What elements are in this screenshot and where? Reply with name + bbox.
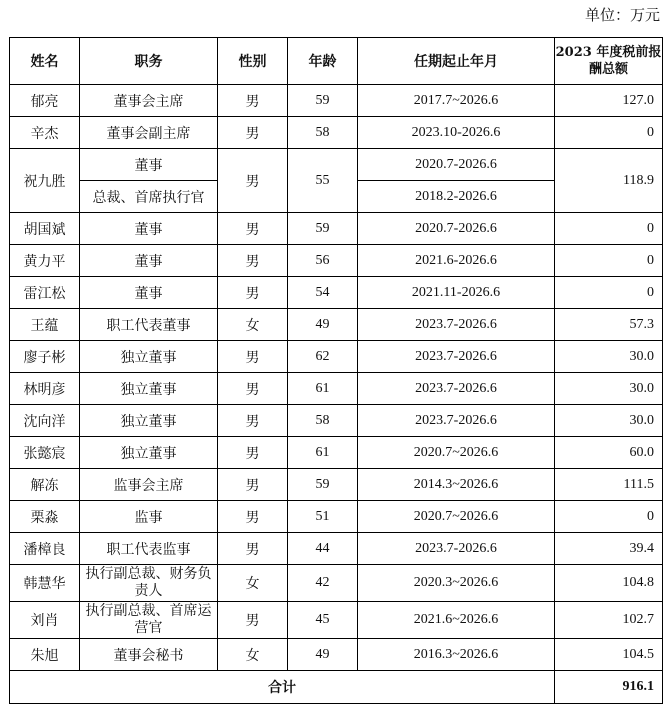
cell-age: 61: [288, 373, 358, 405]
cell-pay: 127.0: [555, 85, 663, 117]
cell-age: 44: [288, 533, 358, 565]
table-row: [10, 85, 663, 117]
unit-label: 单位：万元: [584, 6, 660, 24]
cell-position: 独立董事: [80, 341, 218, 373]
cell-pay: 30.0: [555, 405, 663, 437]
cell-pay: 0: [555, 277, 663, 309]
table-row: [10, 149, 663, 181]
cell-term: 2020.7~2026.6: [358, 437, 555, 469]
header-name: 姓名: [10, 38, 80, 85]
cell-gender: 男: [218, 213, 288, 245]
cell-term: 2020.7~2026.6: [358, 501, 555, 533]
cell-name: 栗淼: [10, 501, 80, 533]
cell-term: 2023.7-2026.6: [358, 341, 555, 373]
total-row: [10, 671, 663, 704]
cell-name: 林明彦: [10, 373, 80, 405]
cell-pay: 0: [555, 501, 663, 533]
cell-age: 56: [288, 245, 358, 277]
cell-term: 2017.7~2026.6: [358, 85, 555, 117]
table-row: [10, 533, 663, 565]
table-row: [10, 602, 663, 639]
cell-position: 监事会主席: [80, 469, 218, 501]
cell-position: 执行副总裁、财务负责人: [80, 565, 218, 602]
table-row: [10, 213, 663, 245]
cell-age: 58: [288, 405, 358, 437]
cell-term: 2014.3~2026.6: [358, 469, 555, 501]
cell-name: 朱旭: [10, 639, 80, 671]
cell-pay: 104.5: [555, 639, 663, 671]
cell-gender: 男: [218, 405, 288, 437]
cell-gender: 男: [218, 469, 288, 501]
cell-age: 61: [288, 437, 358, 469]
cell-term: 2020.3~2026.6: [358, 565, 555, 602]
compensation-table: [9, 37, 663, 704]
cell-pay: 0: [555, 213, 663, 245]
cell-age: 55: [288, 149, 358, 213]
header-pay: 2023 年度税前报酬总额: [555, 38, 663, 85]
cell-term: 2021.11-2026.6: [358, 277, 555, 309]
cell-name: 郁亮: [10, 85, 80, 117]
total-pay: 916.1: [555, 671, 663, 704]
cell-gender: 女: [218, 565, 288, 602]
table-row: [10, 469, 663, 501]
cell-term: 2018.2-2026.6: [358, 181, 555, 213]
cell-gender: 男: [218, 341, 288, 373]
cell-gender: 男: [218, 85, 288, 117]
cell-name: 解冻: [10, 469, 80, 501]
cell-gender: 男: [218, 277, 288, 309]
cell-position: 董事: [80, 213, 218, 245]
cell-position: 总裁、首席执行官: [80, 181, 218, 213]
cell-age: 59: [288, 469, 358, 501]
cell-position: 董事会秘书: [80, 639, 218, 671]
cell-term: 2023.7-2026.6: [358, 533, 555, 565]
table-row: [10, 245, 663, 277]
cell-name: 胡国斌: [10, 213, 80, 245]
cell-gender: 男: [218, 533, 288, 565]
cell-pay: 30.0: [555, 373, 663, 405]
cell-age: 51: [288, 501, 358, 533]
table-row: [10, 437, 663, 469]
cell-pay: 0: [555, 245, 663, 277]
cell-gender: 男: [218, 501, 288, 533]
cell-term: 2023.7-2026.6: [358, 309, 555, 341]
cell-position: 董事会主席: [80, 85, 218, 117]
header-gender: 性别: [218, 38, 288, 85]
cell-term: 2023.7-2026.6: [358, 405, 555, 437]
table-row: [10, 501, 663, 533]
cell-name: 雷江松: [10, 277, 80, 309]
cell-name: 辛杰: [10, 117, 80, 149]
cell-position: 董事: [80, 149, 218, 181]
cell-pay: 57.3: [555, 309, 663, 341]
cell-age: 59: [288, 213, 358, 245]
cell-name: 刘肖: [10, 602, 80, 639]
cell-term: 2021.6-2026.6: [358, 245, 555, 277]
cell-pay: 60.0: [555, 437, 663, 469]
cell-term: 2021.6~2026.6: [358, 602, 555, 639]
cell-gender: 男: [218, 149, 288, 213]
table-row: [10, 309, 663, 341]
cell-gender: 男: [218, 437, 288, 469]
cell-age: 58: [288, 117, 358, 149]
cell-age: 42: [288, 565, 358, 602]
cell-position: 独立董事: [80, 373, 218, 405]
cell-age: 49: [288, 639, 358, 671]
cell-age: 59: [288, 85, 358, 117]
cell-position: 执行副总裁、首席运营官: [80, 602, 218, 639]
cell-gender: 男: [218, 117, 288, 149]
cell-name: 祝九胜: [10, 149, 80, 213]
cell-age: 45: [288, 602, 358, 639]
cell-term: 2023.10-2026.6: [358, 117, 555, 149]
cell-term: 2020.7-2026.6: [358, 213, 555, 245]
cell-name: 张懿宸: [10, 437, 80, 469]
header-age: 年龄: [288, 38, 358, 85]
header-position: 职务: [80, 38, 218, 85]
cell-age: 54: [288, 277, 358, 309]
table-row: [10, 373, 663, 405]
cell-pay: 39.4: [555, 533, 663, 565]
header-row: [10, 38, 663, 85]
cell-gender: 女: [218, 639, 288, 671]
cell-pay: 111.5: [555, 469, 663, 501]
cell-position: 董事会副主席: [80, 117, 218, 149]
table-row: [10, 565, 663, 602]
cell-position: 董事: [80, 245, 218, 277]
cell-name: 廖子彬: [10, 341, 80, 373]
table-row: [10, 117, 663, 149]
table-row: [10, 405, 663, 437]
cell-age: 49: [288, 309, 358, 341]
cell-position: 独立董事: [80, 405, 218, 437]
cell-gender: 男: [218, 245, 288, 277]
cell-gender: 男: [218, 373, 288, 405]
cell-term: 2020.7-2026.6: [358, 149, 555, 181]
cell-pay: 118.9: [555, 149, 663, 213]
cell-pay: 30.0: [555, 341, 663, 373]
cell-pay: 102.7: [555, 602, 663, 639]
cell-position: 职工代表监事: [80, 533, 218, 565]
cell-pay: 104.8: [555, 565, 663, 602]
table-row: [10, 639, 663, 671]
cell-name: 潘樟良: [10, 533, 80, 565]
cell-term: 2023.7-2026.6: [358, 373, 555, 405]
cell-name: 韩慧华: [10, 565, 80, 602]
cell-gender: 女: [218, 309, 288, 341]
cell-pay: 0: [555, 117, 663, 149]
cell-position: 董事: [80, 277, 218, 309]
cell-age: 62: [288, 341, 358, 373]
cell-position: 独立董事: [80, 437, 218, 469]
cell-gender: 男: [218, 602, 288, 639]
table-row: [10, 341, 663, 373]
cell-position: 监事: [80, 501, 218, 533]
total-label: 合计: [10, 671, 555, 704]
header-term: 任期起止年月: [358, 38, 555, 85]
cell-name: 沈向洋: [10, 405, 80, 437]
cell-position: 职工代表董事: [80, 309, 218, 341]
table-row: [10, 277, 663, 309]
cell-term: 2016.3~2026.6: [358, 639, 555, 671]
cell-name: 王蕴: [10, 309, 80, 341]
cell-name: 黄力平: [10, 245, 80, 277]
